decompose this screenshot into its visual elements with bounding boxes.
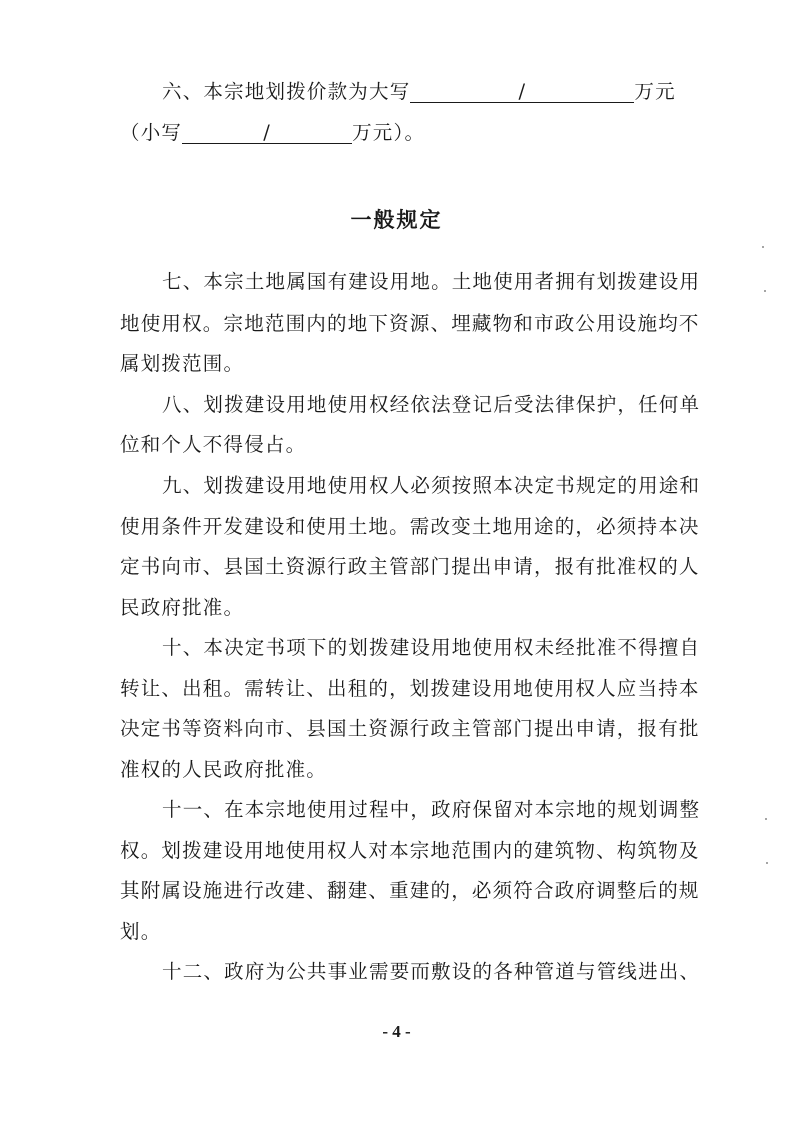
paragraph-12-line-1: 十二、政府为公共事业需要而敷设的各种管道与管线进出、	[162, 960, 701, 983]
paragraph-10-line-2: 转让、出租。需转让、出租的，划拨建设用地使用权人应当持本	[120, 677, 700, 700]
paragraph-7-line-3: 属划拨范围。	[120, 352, 245, 375]
scan-speck	[766, 862, 768, 864]
paragraph-10-line-4: 准权的人民政府批准。	[120, 758, 328, 781]
paragraph-11-line-2: 权。划拨建设用地使用权人对本宗地范围内的建筑物、构筑物及	[120, 839, 700, 862]
paragraph-9-line-3: 定书向市、县国土资源行政主管部门提出申请，报有批准权的人	[120, 555, 700, 578]
price-uppercase-field: /	[410, 82, 634, 103]
paragraph-11-line-3: 其附属设施进行改建、翻建、重建的，必须符合政府调整后的规	[120, 879, 700, 902]
scan-speck	[762, 246, 764, 248]
paragraph-7-line-2: 地使用权。宗地范围内的地下资源、埋藏物和市政公用设施均不	[120, 312, 700, 335]
paragraph-9-line-1: 九、划拨建设用地使用权人必须按照本决定书规定的用途和	[162, 474, 701, 497]
scan-speck	[764, 290, 766, 292]
price-lowercase-line	[120, 121, 425, 145]
paragraph-9-line-2: 使用条件开发建设和使用土地。需改变土地用途的，必须持本决	[120, 515, 700, 538]
paragraph-7-line-1: 七、本宗土地属国有建设用地。土地使用者拥有划拨建设用	[162, 270, 701, 293]
paragraph-9-line-4: 民政府批准。	[120, 596, 245, 619]
paragraph-10-line-3: 决定书等资料向市、县国土资源行政主管部门提出申请，报有批	[120, 717, 700, 740]
price-lowercase-label: （小写	[120, 121, 183, 144]
paragraph-8-line-1: 八、划拨建设用地使用权经依法登记后受法律保护，任何单	[162, 393, 701, 416]
scan-speck	[765, 818, 767, 820]
section-heading: 一般规定	[350, 208, 443, 232]
page-number: - 4 -	[382, 1022, 411, 1041]
price-uppercase-line	[162, 80, 676, 104]
price-lowercase-unit: 万元）。	[352, 121, 426, 144]
price-lowercase-field: /	[182, 123, 352, 144]
price-uppercase-unit: 万元	[634, 80, 676, 103]
paragraph-11-line-1: 十一、在本宗地使用过程中，政府保留对本宗地的规划调整	[162, 798, 701, 821]
paragraph-8-line-2: 位和个人不得侵占。	[120, 433, 307, 456]
price-uppercase-label: 六、本宗地划拨价款为大写	[162, 80, 411, 103]
paragraph-10-line-1: 十、本决定书项下的划拨建设用地使用权未经批准不得擅自	[162, 636, 701, 659]
paragraph-11-line-4: 划。	[120, 920, 162, 943]
